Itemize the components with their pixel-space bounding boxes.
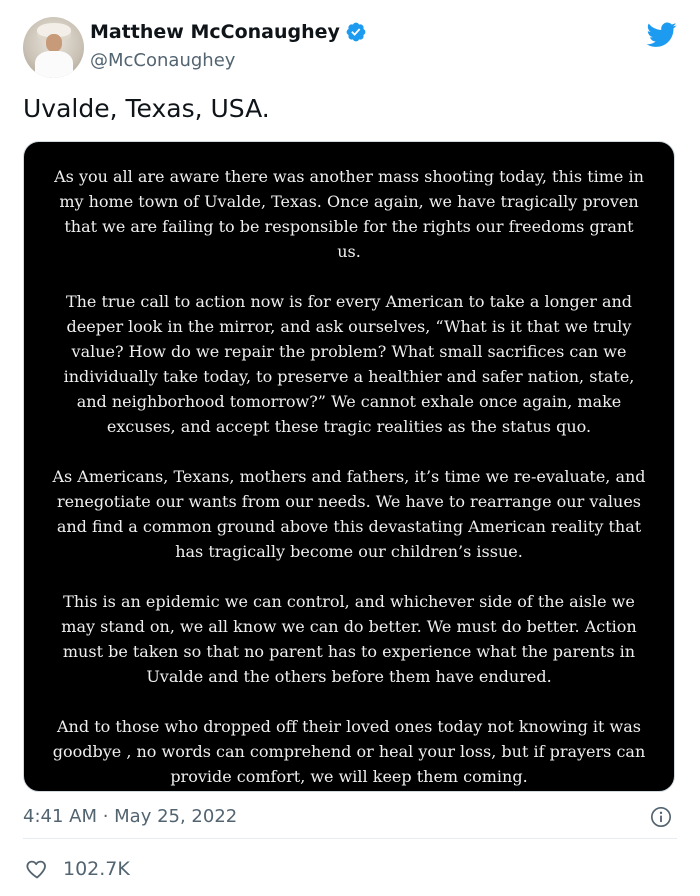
heart-icon[interactable] [25, 857, 49, 881]
avatar[interactable] [23, 17, 84, 78]
statement-paragraph: As Americans, Texans, mothers and fathers, it’s time we re-evaluate, and renegotiate our wants from our needs. We have to rearrange our values and find a common ground above this devastating American reality that has tragically become our children’s issue. [52, 467, 646, 561]
tweet-header [23, 17, 677, 81]
statement-text [52, 164, 646, 792]
info-icon[interactable] [650, 806, 672, 828]
avatar-face-shape [46, 34, 62, 52]
author-handle[interactable]: @McConaughey [90, 50, 236, 71]
tweet-text: Uvalde, Texas, USA. [23, 94, 270, 123]
author-name[interactable]: Matthew McConaughey [90, 21, 340, 43]
statement-image[interactable] [23, 141, 675, 792]
like-count: 102.7K [63, 858, 130, 880]
divider [23, 838, 677, 839]
tweet-timestamp[interactable]: 4:41 AM · May 25, 2022 [23, 806, 238, 827]
avatar-body-shape [35, 51, 73, 78]
statement-paragraph: As you all are aware there was another mass shooting today, this time in my home town of Uvalde, Texas. Once again, we have tragically proven that we are failing to be responsible for the rights our freedoms grant us. [54, 167, 644, 261]
user-info [90, 21, 367, 71]
name-row [90, 21, 367, 43]
statement-paragraph: The true call to action now is for every American to take a longer and deeper look in the mirror, and ask ourselves, “What is it that we truly value? How do we repair the problem? What small sacrifices can we individually take today, to preserve a healthier and safer nation, state, and neighborhood tomorrow?” We cannot exhale once again, make excuses, and accept these tragic realities as the status quo. [63, 292, 635, 436]
verified-badge-icon [345, 21, 367, 43]
statement-paragraph: This is an epidemic we can control, and whichever side of the aisle we may stand on, we all know we can do better. We must do better. Action must be taken so that no parent has to experience what the parents in Uvalde and the others before them have endured. [61, 592, 637, 686]
like-action[interactable] [25, 857, 130, 881]
twitter-bird-icon[interactable] [646, 19, 677, 50]
statement-paragraph: And to those who dropped off their loved ones today not knowing it was goodbye , no words can comprehend or heal your loss, but if prayers can provide comfort, we will keep them coming. [52, 717, 646, 786]
